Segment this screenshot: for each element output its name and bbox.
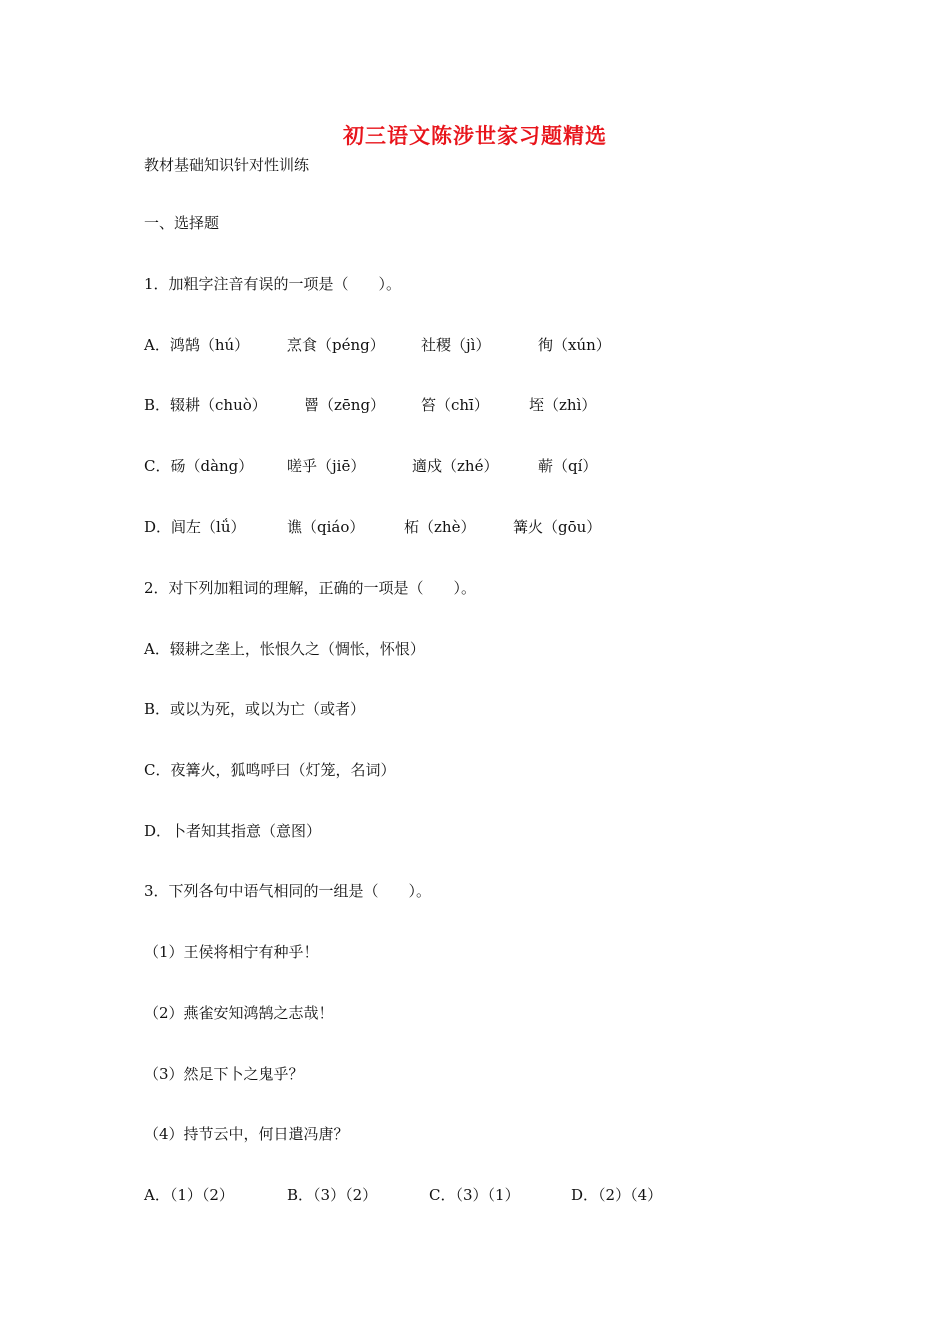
choice-a: A．（1）（2）	[144, 1186, 234, 1204]
question-2-option-d: D．卜者知其指意（意图）	[144, 822, 322, 840]
question-2-option-c: C．夜篝火，狐鸣呼曰（灯笼，名词）	[144, 761, 396, 779]
option-item: 烹食（péng）	[287, 336, 385, 354]
subtitle: 教材基础知识针对性训练	[144, 156, 310, 174]
question-3-stem: 3．下列各句中语气相同的一组是（ ）。	[144, 882, 432, 900]
document-title: 初三语文陈涉世家习题精选	[343, 124, 607, 148]
option-item: 嗟乎（jiē）	[287, 457, 366, 475]
option-item: 谯（qiáo）	[287, 518, 365, 536]
option-item: 柘（zhè）	[404, 518, 476, 536]
option-item: 罾（zēng）	[304, 396, 386, 414]
question-3-choices	[144, 1185, 663, 1305]
question-1-stem: 1．加粗字注音有误的一项是（ ）。	[144, 275, 402, 293]
option-item: 社稷（jì）	[421, 336, 491, 354]
choice-d: D．（2）（4）	[571, 1186, 663, 1204]
question-3-item-1: （1）王侯将相宁有种乎！	[144, 943, 319, 961]
option-item: 笞（chī）	[421, 396, 489, 414]
option-item: A．鸿鹄（hú）	[144, 336, 250, 354]
option-item: D．闾左（lǘ）	[144, 518, 246, 536]
option-item: 適戍（zhé）	[412, 457, 499, 475]
option-item: B．辍耕（chuò）	[144, 396, 267, 414]
choice-c: C．（3）（1）	[429, 1186, 520, 1204]
section-heading: 一、选择题	[144, 214, 220, 232]
option-item: 垤（zhì）	[529, 396, 597, 414]
question-2-stem: 2．对下列加粗词的理解，正确的一项是（ ）。	[144, 579, 477, 597]
option-item: 徇（xún）	[538, 336, 611, 354]
question-3-item-3: （3）然足下卜之鬼乎？	[144, 1065, 304, 1083]
question-3-item-2: （2）燕雀安知鸿鹄之志哉！	[144, 1004, 334, 1022]
question-2-option-b: B．或以为死，或以为亡（或者）	[144, 700, 366, 718]
option-item: 蕲（qí）	[538, 457, 598, 475]
option-item: 篝火（gōu）	[513, 518, 602, 536]
question-3-item-4: （4）持节云中，何日遣冯唐？	[144, 1125, 349, 1143]
option-item: C．砀（dàng）	[144, 457, 254, 475]
choice-b: B．（3）（2）	[287, 1186, 378, 1204]
question-2-option-a: A．辍耕之垄上，怅恨久之（惆怅，怀恨）	[144, 640, 425, 658]
